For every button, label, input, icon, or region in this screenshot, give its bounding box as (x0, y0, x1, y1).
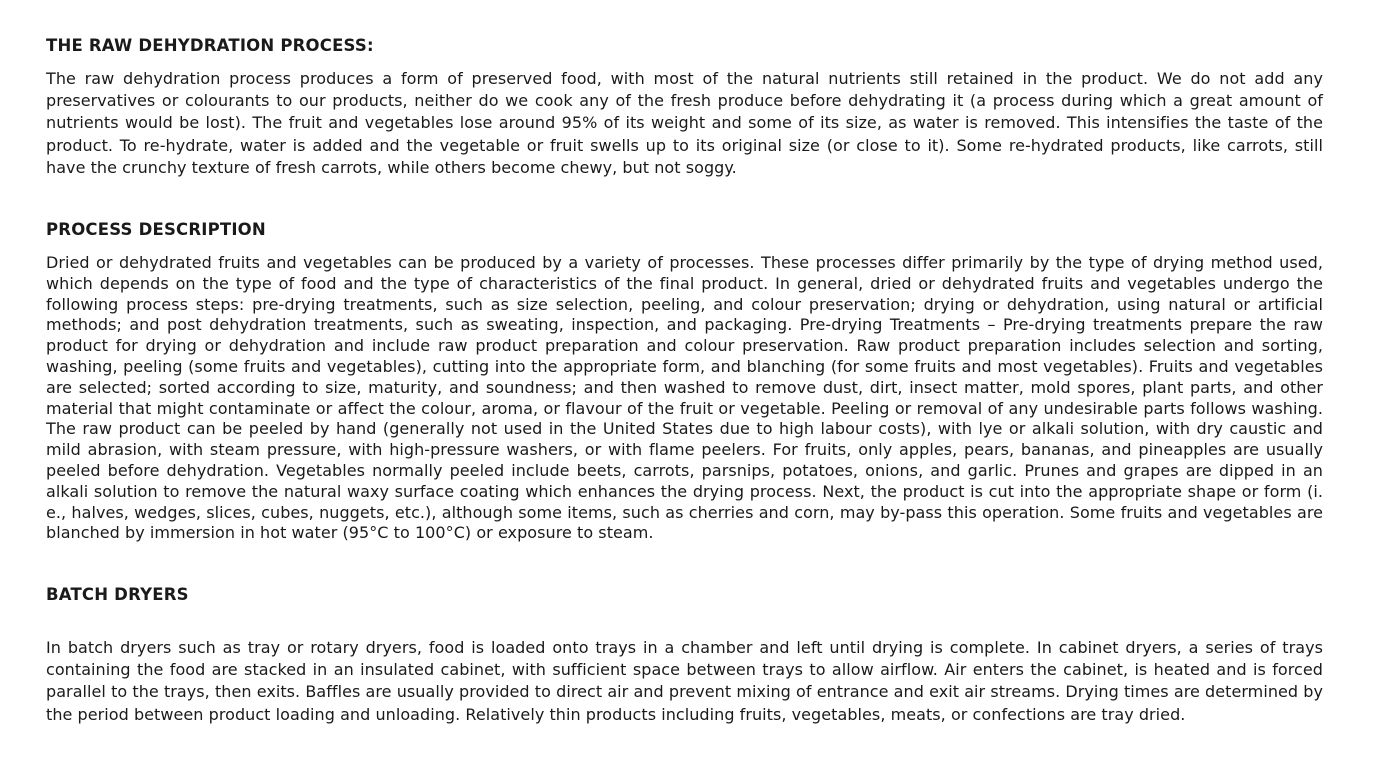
section-body-process-description: Dried or dehydrated fruits and vegetables can be produced by a variety of processes. These processes differ primarily by the type of drying method used, which depends on the type of food and the type of characteristics of the final product. In general, dried or dehydrated fruits and vegetables undergo the following process steps: pre-drying treatments, such as size selection, peeling, and colour preservation; drying or dehydration, using natural or artificial methods; and post dehydration treatments, such as sweating, inspection, and packaging. Pre-drying Treatments – Pre-drying treatments prepare the raw product for drying or dehydration and include raw product preparation and colour preservation. Raw product preparation includes selection and sorting, washing, peeling (some fruits and vegetables), cutting into the appropriate form, and blanching (for some fruits and most vegetables). Fruits and vegetables are selected; sorted according to size, maturity, and soundness; and then washed to remove dust, dirt, insect matter, mold spores, plant parts, and other material that might contaminate or affect the colour, aroma, or flavour of the fruit or vegetable. Peeling or removal of any undesirable parts follows washing. The raw product can be peeled by hand (generally not used in the United States due to high labour costs), with lye or alkali solution, with dry caustic and mild abrasion, with steam pressure, with high-pressure washers, or with flame peelers. For fruits, only apples, pears, bananas, and pineapples are usually peeled before dehydration. Vegetables normally peeled include beets, carrots, parsnips, potatoes, onions, and garlic. Prunes and grapes are dipped in an alkali solution to remove the natural waxy surface coating which enhances the drying process. Next, the product is cut into the appropriate shape or form (i. e., halves, wedges, slices, cubes, nuggets, etc.), although some items, such as cherries and corn, may by-pass this operation. Some fruits and vegetables are blanched by immersion in hot water (95°C to 100°C) or exposure to steam. (46, 253, 1323, 543)
section-heading-batch-dryers: BATCH DRYERS (46, 585, 189, 604)
section-heading-process-description: PROCESS DESCRIPTION (46, 220, 266, 239)
section-heading-raw-dehydration: THE RAW DEHYDRATION PROCESS: (46, 36, 374, 55)
section-body-raw-dehydration: The raw dehydration process produces a form of preserved food, with most of the natural nutrients still retained in the product. We do not add any preservatives or colourants to our products, neither do we cook any of the fresh produce before dehydrating it (a process during which a great amount of nutrients would be lost). The fruit and vegetables lose around 95% of its weight and some of its size, as water is removed. This intensifies the taste of the product. To re-hydrate, water is added and the vegetable or fruit swells up to its original size (or close to it). Some re-hydrated products, like carrots, still have the crunchy texture of fresh carrots, while others become chewy, but not soggy. (46, 69, 1323, 177)
section-body-batch-dryers: In batch dryers such as tray or rotary dryers, food is loaded onto trays in a chamber and left until drying is complete. In cabinet dryers, a series of trays containing the food are stacked in an insulated cabinet, with sufficient space between trays to allow airflow. Air enters the cabinet, is heated and is forced parallel to the trays, then exits. Baffles are usually provided to direct air and prevent mixing of entrance and exit air streams. Drying times are determined by the period between product loading and unloading. Relatively thin products including fruits, vegetables, meats, or confections are tray dried. (46, 638, 1323, 724)
